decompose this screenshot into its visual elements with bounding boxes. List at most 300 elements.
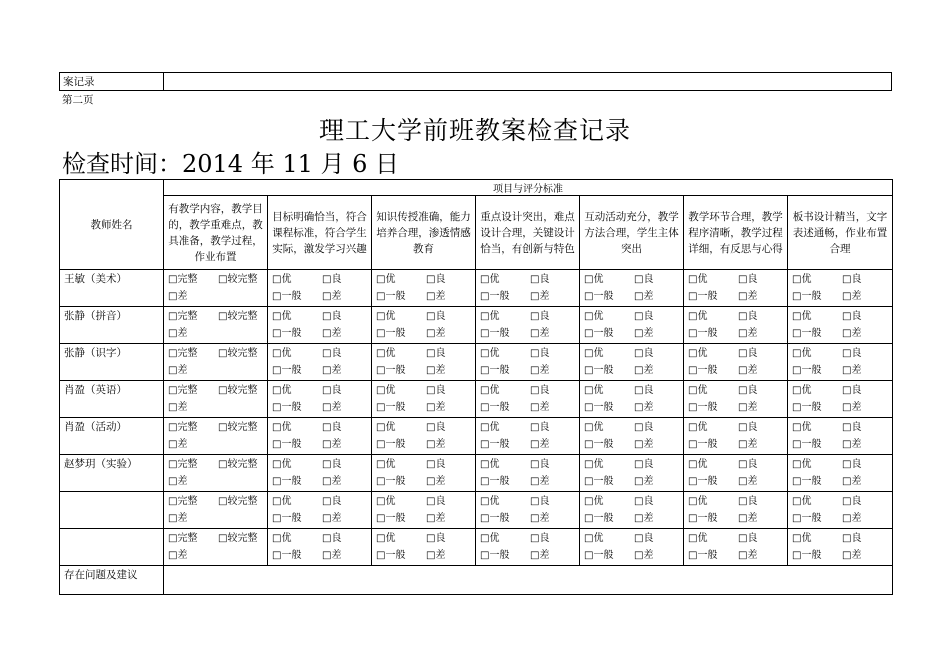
checkbox-average[interactable]: □一般 <box>792 402 822 413</box>
checkbox-excellent[interactable]: □优 <box>584 422 604 433</box>
checkbox-excellent[interactable]: □优 <box>376 311 396 322</box>
table-row <box>60 344 893 381</box>
grade-cell <box>788 418 893 455</box>
table-row <box>60 492 893 529</box>
checkbox-good[interactable]: □良 <box>634 385 654 396</box>
record-value <box>164 73 892 91</box>
table-row <box>60 307 893 344</box>
grade-cell <box>372 307 476 344</box>
criterion-header: 互动活动充分，教学方法合理，学生主体突出 <box>580 196 684 270</box>
checkbox-poor[interactable]: □差 <box>168 328 188 339</box>
checkbox-excellent[interactable]: □优 <box>584 533 604 544</box>
grade-cell <box>580 455 684 492</box>
checkbox-poor[interactable]: □差 <box>426 439 446 450</box>
checkbox-poor[interactable]: □差 <box>738 402 758 413</box>
checkbox-average[interactable]: □一般 <box>376 550 406 561</box>
teacher-rows <box>60 270 893 566</box>
grade-cell <box>268 307 372 344</box>
checkbox-poor[interactable]: □差 <box>426 550 446 561</box>
checkbox-excellent[interactable]: □优 <box>480 459 500 470</box>
checkbox-poor[interactable]: □差 <box>738 365 758 376</box>
checkbox-poor[interactable]: □差 <box>738 513 758 524</box>
grade-cell <box>268 529 372 566</box>
checkbox-good[interactable]: □良 <box>426 459 446 470</box>
grade-cell <box>788 270 893 307</box>
checkbox-excellent[interactable]: □优 <box>688 496 708 507</box>
criterion-header: 知识传授准确，能力培养合理，渗透情感教育 <box>372 196 476 270</box>
checkbox-poor[interactable]: □差 <box>634 365 654 376</box>
checkbox-poor[interactable]: □差 <box>426 328 446 339</box>
footer-value <box>164 566 893 595</box>
checkbox-good[interactable]: □良 <box>322 533 342 544</box>
criterion-header: 教学环节合理，教学程序清晰，教学过程详细，有反思与心得 <box>684 196 788 270</box>
checkbox-average[interactable]: □一般 <box>584 365 614 376</box>
checkbox-average[interactable]: □一般 <box>792 365 822 376</box>
grade-cell <box>580 344 684 381</box>
checkbox-fairly-complete[interactable]: □较完整 <box>218 533 258 544</box>
checkbox-excellent[interactable]: □优 <box>792 348 812 359</box>
checkbox-excellent[interactable]: □优 <box>792 385 812 396</box>
checkbox-poor[interactable]: □差 <box>168 513 188 524</box>
checkbox-complete[interactable]: □完整 <box>168 496 198 507</box>
grade-cell <box>476 529 580 566</box>
checkbox-good[interactable]: □良 <box>738 496 758 507</box>
checkbox-fairly-complete[interactable]: □较完整 <box>218 311 258 322</box>
checkbox-excellent[interactable]: □优 <box>792 274 812 285</box>
checkbox-fairly-complete[interactable]: □较完整 <box>218 348 258 359</box>
checkbox-average[interactable]: □一般 <box>584 476 614 487</box>
checkbox-average[interactable]: □一般 <box>376 365 406 376</box>
checkbox-good[interactable]: □良 <box>322 422 342 433</box>
checkbox-good[interactable]: □良 <box>634 348 654 359</box>
checkbox-poor[interactable]: □差 <box>842 439 862 450</box>
checkbox-poor[interactable]: □差 <box>426 365 446 376</box>
grade-cell <box>372 344 476 381</box>
checkbox-poor[interactable]: □差 <box>530 550 550 561</box>
completeness-cell <box>164 455 268 492</box>
teacher-name <box>60 492 164 529</box>
checkbox-excellent[interactable]: □优 <box>272 533 292 544</box>
checkbox-excellent[interactable]: □优 <box>272 311 292 322</box>
inspection-table <box>59 179 893 595</box>
grade-cell <box>580 381 684 418</box>
checkbox-excellent[interactable]: □优 <box>688 385 708 396</box>
checkbox-poor[interactable]: □差 <box>842 365 862 376</box>
checkbox-average[interactable]: □一般 <box>376 476 406 487</box>
checkbox-excellent[interactable]: □优 <box>480 496 500 507</box>
checkbox-complete[interactable]: □完整 <box>168 422 198 433</box>
checkbox-average[interactable]: □一般 <box>376 513 406 524</box>
checkbox-excellent[interactable]: □优 <box>376 274 396 285</box>
checkbox-average[interactable]: □一般 <box>584 291 614 302</box>
completeness-cell <box>164 344 268 381</box>
checkbox-good[interactable]: □良 <box>738 459 758 470</box>
checkbox-poor[interactable]: □差 <box>738 476 758 487</box>
checkbox-excellent[interactable]: □优 <box>688 422 708 433</box>
checkbox-excellent[interactable]: □优 <box>688 533 708 544</box>
grade-cell <box>268 344 372 381</box>
checkbox-excellent[interactable]: □优 <box>480 348 500 359</box>
grade-cell <box>580 418 684 455</box>
grade-cell <box>268 381 372 418</box>
checkbox-poor[interactable]: □差 <box>842 550 862 561</box>
checkbox-good[interactable]: □良 <box>530 385 550 396</box>
checkbox-poor[interactable]: □差 <box>842 476 862 487</box>
checkbox-average[interactable]: □一般 <box>480 402 510 413</box>
checkbox-good[interactable]: □良 <box>842 385 862 396</box>
checkbox-excellent[interactable]: □优 <box>376 459 396 470</box>
checkbox-good[interactable]: □良 <box>426 311 446 322</box>
checkbox-good[interactable]: □良 <box>842 348 862 359</box>
grade-cell <box>268 455 372 492</box>
grade-cell <box>476 418 580 455</box>
checkbox-average[interactable]: □一般 <box>688 550 718 561</box>
checkbox-poor[interactable]: □差 <box>322 402 342 413</box>
checkbox-average[interactable]: □一般 <box>376 328 406 339</box>
table-row <box>60 529 893 566</box>
checkbox-good[interactable]: □良 <box>322 496 342 507</box>
checkbox-fairly-complete[interactable]: □较完整 <box>218 274 258 285</box>
checkbox-average[interactable]: □一般 <box>376 291 406 302</box>
checkbox-excellent[interactable]: □优 <box>584 496 604 507</box>
checkbox-excellent[interactable]: □优 <box>792 459 812 470</box>
checkbox-average[interactable]: □一般 <box>376 439 406 450</box>
teacher-name: 肖盈（英语） <box>60 381 164 418</box>
checkbox-complete[interactable]: □完整 <box>168 311 198 322</box>
checkbox-good[interactable]: □良 <box>738 348 758 359</box>
checkbox-poor[interactable]: □差 <box>168 291 188 302</box>
checkbox-complete[interactable]: □完整 <box>168 533 198 544</box>
checkbox-good[interactable]: □良 <box>322 311 342 322</box>
checkbox-average[interactable]: □一般 <box>480 476 510 487</box>
checkbox-average[interactable]: □一般 <box>792 439 822 450</box>
checkbox-excellent[interactable]: □优 <box>376 533 396 544</box>
checkbox-average[interactable]: □一般 <box>688 439 718 450</box>
grade-cell <box>788 455 893 492</box>
checkbox-good[interactable]: □良 <box>634 533 654 544</box>
checkbox-good[interactable]: □良 <box>634 311 654 322</box>
checkbox-excellent[interactable]: □优 <box>688 348 708 359</box>
completeness-cell <box>164 270 268 307</box>
checkbox-fairly-complete[interactable]: □较完整 <box>218 459 258 470</box>
checkbox-good[interactable]: □良 <box>530 533 550 544</box>
page-title: 理工大学前班教案检查记录 <box>318 116 631 145</box>
checkbox-good[interactable]: □良 <box>426 422 446 433</box>
grade-cell <box>372 529 476 566</box>
grade-cell <box>580 270 684 307</box>
inspection-date: 检查时间：2014 年 11 月 6 日 <box>62 150 400 178</box>
checkbox-excellent[interactable]: □优 <box>376 348 396 359</box>
checkbox-good[interactable]: □良 <box>842 533 862 544</box>
checkbox-poor[interactable]: □差 <box>530 402 550 413</box>
checkbox-excellent[interactable]: □优 <box>272 496 292 507</box>
checkbox-good[interactable]: □良 <box>842 311 862 322</box>
grade-cell <box>788 529 893 566</box>
checkbox-average[interactable]: □一般 <box>584 402 614 413</box>
grade-cell <box>476 455 580 492</box>
checkbox-poor[interactable]: □差 <box>634 550 654 561</box>
header-row-criteria <box>60 196 893 270</box>
checkbox-poor[interactable]: □差 <box>738 328 758 339</box>
checkbox-average[interactable]: □一般 <box>688 476 718 487</box>
checkbox-good[interactable]: □良 <box>322 348 342 359</box>
checkbox-good[interactable]: □良 <box>426 385 446 396</box>
checkbox-poor[interactable]: □差 <box>426 402 446 413</box>
criterion-header: 目标明确恰当，符合课程标准，符合学生实际，激发学习兴趣 <box>268 196 372 270</box>
checkbox-poor[interactable]: □差 <box>530 513 550 524</box>
checkbox-poor[interactable]: □差 <box>842 291 862 302</box>
checkbox-good[interactable]: □良 <box>322 385 342 396</box>
checkbox-poor[interactable]: □差 <box>322 439 342 450</box>
completeness-cell <box>164 381 268 418</box>
checkbox-average[interactable]: □一般 <box>272 476 302 487</box>
checkbox-average[interactable]: □一般 <box>792 513 822 524</box>
checkbox-average[interactable]: □一般 <box>584 328 614 339</box>
checkbox-good[interactable]: □良 <box>738 274 758 285</box>
checkbox-excellent[interactable]: □优 <box>792 422 812 433</box>
checkbox-good[interactable]: □良 <box>426 496 446 507</box>
completeness-cell <box>164 492 268 529</box>
grade-cell <box>684 529 788 566</box>
grade-cell <box>476 270 580 307</box>
checkbox-excellent[interactable]: □优 <box>480 385 500 396</box>
checkbox-fairly-complete[interactable]: □较完整 <box>218 385 258 396</box>
checkbox-excellent[interactable]: □优 <box>480 422 500 433</box>
checkbox-excellent[interactable]: □优 <box>688 311 708 322</box>
checkbox-average[interactable]: □一般 <box>272 439 302 450</box>
checkbox-poor[interactable]: □差 <box>168 402 188 413</box>
checkbox-good[interactable]: □良 <box>738 385 758 396</box>
checkbox-average[interactable]: □一般 <box>272 365 302 376</box>
checkbox-good[interactable]: □良 <box>426 533 446 544</box>
checkbox-complete[interactable]: □完整 <box>168 459 198 470</box>
record-label: 案记录 <box>60 73 164 91</box>
checkbox-good[interactable]: □良 <box>530 311 550 322</box>
checkbox-average[interactable]: □一般 <box>480 328 510 339</box>
teacher-name <box>60 529 164 566</box>
checkbox-good[interactable]: □良 <box>426 274 446 285</box>
checkbox-excellent[interactable]: □优 <box>376 496 396 507</box>
checkbox-average[interactable]: □一般 <box>584 550 614 561</box>
checkbox-excellent[interactable]: □优 <box>272 385 292 396</box>
checkbox-good[interactable]: □良 <box>426 348 446 359</box>
checkbox-poor[interactable]: □差 <box>842 513 862 524</box>
checkbox-good[interactable]: □良 <box>842 459 862 470</box>
checkbox-poor[interactable]: □差 <box>634 476 654 487</box>
grade-cell <box>788 492 893 529</box>
checkbox-excellent[interactable]: □优 <box>376 385 396 396</box>
header-record-table <box>59 72 892 91</box>
checkbox-good[interactable]: □良 <box>738 311 758 322</box>
checkbox-poor[interactable]: □差 <box>322 476 342 487</box>
checkbox-excellent[interactable]: □优 <box>584 385 604 396</box>
checkbox-average[interactable]: □一般 <box>688 402 718 413</box>
checkbox-good[interactable]: □良 <box>842 274 862 285</box>
checkbox-good[interactable]: □良 <box>530 459 550 470</box>
checkbox-good[interactable]: □良 <box>530 348 550 359</box>
teacher-name: 张静（识字） <box>60 344 164 381</box>
checkbox-poor[interactable]: □差 <box>426 291 446 302</box>
grade-cell <box>372 492 476 529</box>
checkbox-good[interactable]: □良 <box>842 496 862 507</box>
checkbox-poor[interactable]: □差 <box>322 328 342 339</box>
footer-label: 存在问题及建议 <box>60 566 164 595</box>
checkbox-poor[interactable]: □差 <box>530 291 550 302</box>
checkbox-average[interactable]: □一般 <box>688 328 718 339</box>
checkbox-poor[interactable]: □差 <box>738 550 758 561</box>
checkbox-excellent[interactable]: □优 <box>792 311 812 322</box>
checkbox-fairly-complete[interactable]: □较完整 <box>218 496 258 507</box>
header-row-group <box>60 180 893 196</box>
checkbox-good[interactable]: □良 <box>322 274 342 285</box>
grade-cell <box>788 307 893 344</box>
checkbox-excellent[interactable]: □优 <box>376 422 396 433</box>
checkbox-poor[interactable]: □差 <box>634 402 654 413</box>
checkbox-good[interactable]: □良 <box>842 422 862 433</box>
checkbox-average[interactable]: □一般 <box>792 328 822 339</box>
checkbox-good[interactable]: □良 <box>530 274 550 285</box>
checkbox-poor[interactable]: □差 <box>842 402 862 413</box>
criterion-header: 有教学内容，教学目的，教学重难点，教具准备，教学过程，作业布置 <box>164 196 268 270</box>
checkbox-average[interactable]: □一般 <box>272 402 302 413</box>
checkbox-poor[interactable]: □差 <box>634 513 654 524</box>
checkbox-fairly-complete[interactable]: □较完整 <box>218 422 258 433</box>
checkbox-excellent[interactable]: □优 <box>584 459 604 470</box>
checkbox-excellent[interactable]: □优 <box>272 348 292 359</box>
grade-cell <box>372 455 476 492</box>
checkbox-complete[interactable]: □完整 <box>168 274 198 285</box>
grade-cell <box>684 455 788 492</box>
checkbox-poor[interactable]: □差 <box>322 291 342 302</box>
checkbox-average[interactable]: □一般 <box>688 365 718 376</box>
checkbox-poor[interactable]: □差 <box>842 328 862 339</box>
checkbox-average[interactable]: □一般 <box>480 550 510 561</box>
checkbox-average[interactable]: □一般 <box>376 402 406 413</box>
grade-cell <box>684 381 788 418</box>
checkbox-poor[interactable]: □差 <box>322 513 342 524</box>
checkbox-average[interactable]: □一般 <box>272 550 302 561</box>
checkbox-good[interactable]: □良 <box>322 459 342 470</box>
checkbox-poor[interactable]: □差 <box>634 291 654 302</box>
checkbox-poor[interactable]: □差 <box>426 476 446 487</box>
completeness-cell <box>164 529 268 566</box>
teacher-name: 赵梦玥（实验） <box>60 455 164 492</box>
checkbox-poor[interactable]: □差 <box>426 513 446 524</box>
checkbox-average[interactable]: □一般 <box>480 513 510 524</box>
checkbox-average[interactable]: □一般 <box>480 439 510 450</box>
checkbox-poor[interactable]: □差 <box>530 476 550 487</box>
checkbox-poor[interactable]: □差 <box>168 365 188 376</box>
checkbox-excellent[interactable]: □优 <box>792 533 812 544</box>
checkbox-excellent[interactable]: □优 <box>584 348 604 359</box>
checkbox-average[interactable]: □一般 <box>272 513 302 524</box>
checkbox-good[interactable]: □良 <box>738 533 758 544</box>
grade-cell <box>476 307 580 344</box>
checkbox-excellent[interactable]: □优 <box>688 459 708 470</box>
checkbox-excellent[interactable]: □优 <box>792 496 812 507</box>
completeness-cell <box>164 307 268 344</box>
table-row <box>60 381 893 418</box>
checkbox-good[interactable]: □良 <box>634 274 654 285</box>
teacher-name: 张静（拼音） <box>60 307 164 344</box>
checkbox-excellent[interactable]: □优 <box>272 274 292 285</box>
checkbox-poor[interactable]: □差 <box>168 439 188 450</box>
checkbox-poor[interactable]: □差 <box>530 439 550 450</box>
table-row <box>60 418 893 455</box>
grade-cell <box>268 492 372 529</box>
checkbox-poor[interactable]: □差 <box>168 550 188 561</box>
grade-cell <box>580 307 684 344</box>
grade-cell <box>372 418 476 455</box>
footer-row <box>60 566 893 595</box>
checkbox-excellent[interactable]: □优 <box>480 533 500 544</box>
checkbox-average[interactable]: □一般 <box>688 291 718 302</box>
teacher-name: 肖盈（活动） <box>60 418 164 455</box>
checkbox-poor[interactable]: □差 <box>530 328 550 339</box>
checkbox-good[interactable]: □良 <box>634 422 654 433</box>
checkbox-poor[interactable]: □差 <box>322 550 342 561</box>
checkbox-excellent[interactable]: □优 <box>272 422 292 433</box>
grade-cell <box>580 492 684 529</box>
grade-cell <box>476 492 580 529</box>
grade-cell <box>684 270 788 307</box>
checkbox-good[interactable]: □良 <box>530 422 550 433</box>
grade-cell <box>372 381 476 418</box>
criterion-header: 重点设计突出，难点设计合理，关键设计恰当，有创新与特色 <box>476 196 580 270</box>
checkbox-excellent[interactable]: □优 <box>688 274 708 285</box>
checkbox-average[interactable]: □一般 <box>480 365 510 376</box>
checkbox-average[interactable]: □一般 <box>792 291 822 302</box>
grade-cell <box>268 270 372 307</box>
checkbox-poor[interactable]: □差 <box>634 439 654 450</box>
checkbox-excellent[interactable]: □优 <box>480 311 500 322</box>
checkbox-poor[interactable]: □差 <box>168 476 188 487</box>
checkbox-average[interactable]: □一般 <box>792 476 822 487</box>
checkbox-poor[interactable]: □差 <box>738 291 758 302</box>
grade-cell <box>684 492 788 529</box>
checkbox-good[interactable]: □良 <box>634 496 654 507</box>
checkbox-good[interactable]: □良 <box>530 496 550 507</box>
checkbox-excellent[interactable]: □优 <box>584 274 604 285</box>
criteria-group-header: 项目与评分标准 <box>164 180 893 196</box>
table-row <box>60 455 893 492</box>
checkbox-good[interactable]: □良 <box>738 422 758 433</box>
checkbox-poor[interactable]: □差 <box>738 439 758 450</box>
checkbox-average[interactable]: □一般 <box>792 550 822 561</box>
completeness-cell <box>164 418 268 455</box>
checkbox-average[interactable]: □一般 <box>272 291 302 302</box>
checkbox-excellent[interactable]: □优 <box>272 459 292 470</box>
grade-cell <box>684 307 788 344</box>
checkbox-poor[interactable]: □差 <box>530 365 550 376</box>
checkbox-excellent[interactable]: □优 <box>584 311 604 322</box>
checkbox-excellent[interactable]: □优 <box>480 274 500 285</box>
checkbox-average[interactable]: □一般 <box>480 291 510 302</box>
checkbox-good[interactable]: □良 <box>634 459 654 470</box>
table-row <box>60 270 893 307</box>
grade-cell <box>684 344 788 381</box>
checkbox-average[interactable]: □一般 <box>688 513 718 524</box>
checkbox-poor[interactable]: □差 <box>634 328 654 339</box>
checkbox-poor[interactable]: □差 <box>322 365 342 376</box>
checkbox-complete[interactable]: □完整 <box>168 348 198 359</box>
checkbox-average[interactable]: □一般 <box>584 439 614 450</box>
checkbox-average[interactable]: □一般 <box>584 513 614 524</box>
checkbox-average[interactable]: □一般 <box>272 328 302 339</box>
teacher-name: 王敏（美术） <box>60 270 164 307</box>
checkbox-complete[interactable]: □完整 <box>168 385 198 396</box>
grade-cell <box>476 381 580 418</box>
